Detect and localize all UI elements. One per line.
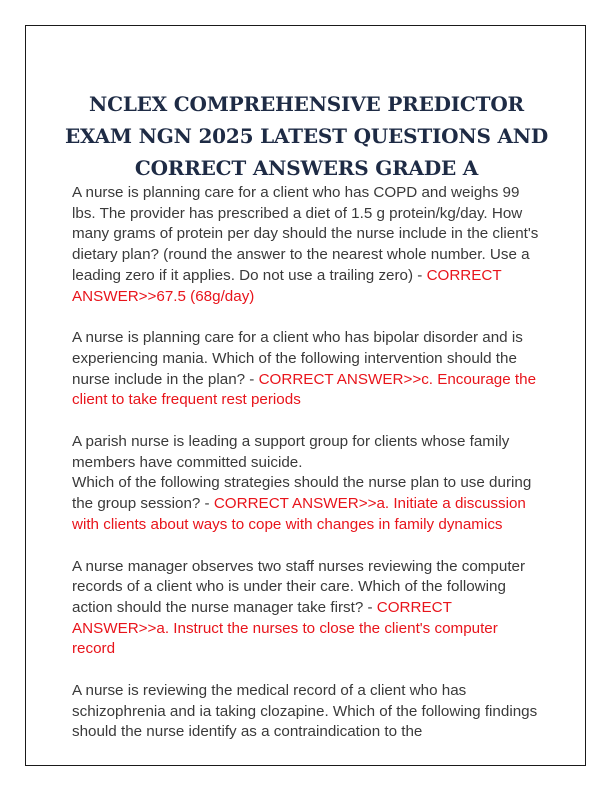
question-text: A nurse is reviewing the medical record of a client who has schizophrenia and ia taking clozapine. Which of the following findings should the nurse identify as a contraindication to the [72,682,538,741]
question-text: A nurse manager observes two staff nurses reviewing the computer records of a client who is under their care. Which of the following action should the nurse manager take first? - [72,557,526,616]
question-item-5 [72,681,542,743]
question-text: A nurse is planning care for a client who has COPD and weighs 99 lbs. The provider has prescribed a diet of 1.5 g protein/kg/day. How many grams of protein per day should the nurse include in the client's dietary plan? (round the answer to the nearest whole number. Use a leading zero if it applies. Do not use a trailing zero) - [72,184,539,284]
correct-answer: CORRECT ANSWER>>c. Encourage the client to take frequent rest periods [72,370,537,409]
question-item-2 [72,328,542,411]
question-item-1 [72,183,542,307]
question-text: A parish nurse is leading a support group for clients whose family members have committed suicide. [72,433,510,471]
correct-answer: CORRECT ANSWER>>a. Initiate a discussion with clients about ways to cope with changes in family dynamics [72,495,526,533]
question-list [72,183,542,764]
title-line-3: CORRECT ANSWERS GRADE A [134,156,479,181]
question-item-3 [72,432,542,536]
title-line-1: NCLEX COMPREHENSIVE PREDICTOR [89,92,524,117]
question-text: A nurse is planning care for a client who has bipolar disorder and is experiencing mania. Which of the following intervention should the nurse include in the plan? - [72,329,523,388]
page-frame [25,25,586,766]
question-text-continued: Which of the following strategies should the nurse plan to use during the group session? - [72,474,532,513]
document-title [26,88,586,184]
correct-answer: CORRECT ANSWER>>a. Instruct the nurses to close the client's computer record [72,598,498,658]
title-line-2: EXAM NGN 2025 LATEST QUESTIONS AND [64,124,549,149]
correct-answer: CORRECT ANSWER>>67.5 (68g/day) [72,266,502,305]
question-item-4 [72,557,542,661]
